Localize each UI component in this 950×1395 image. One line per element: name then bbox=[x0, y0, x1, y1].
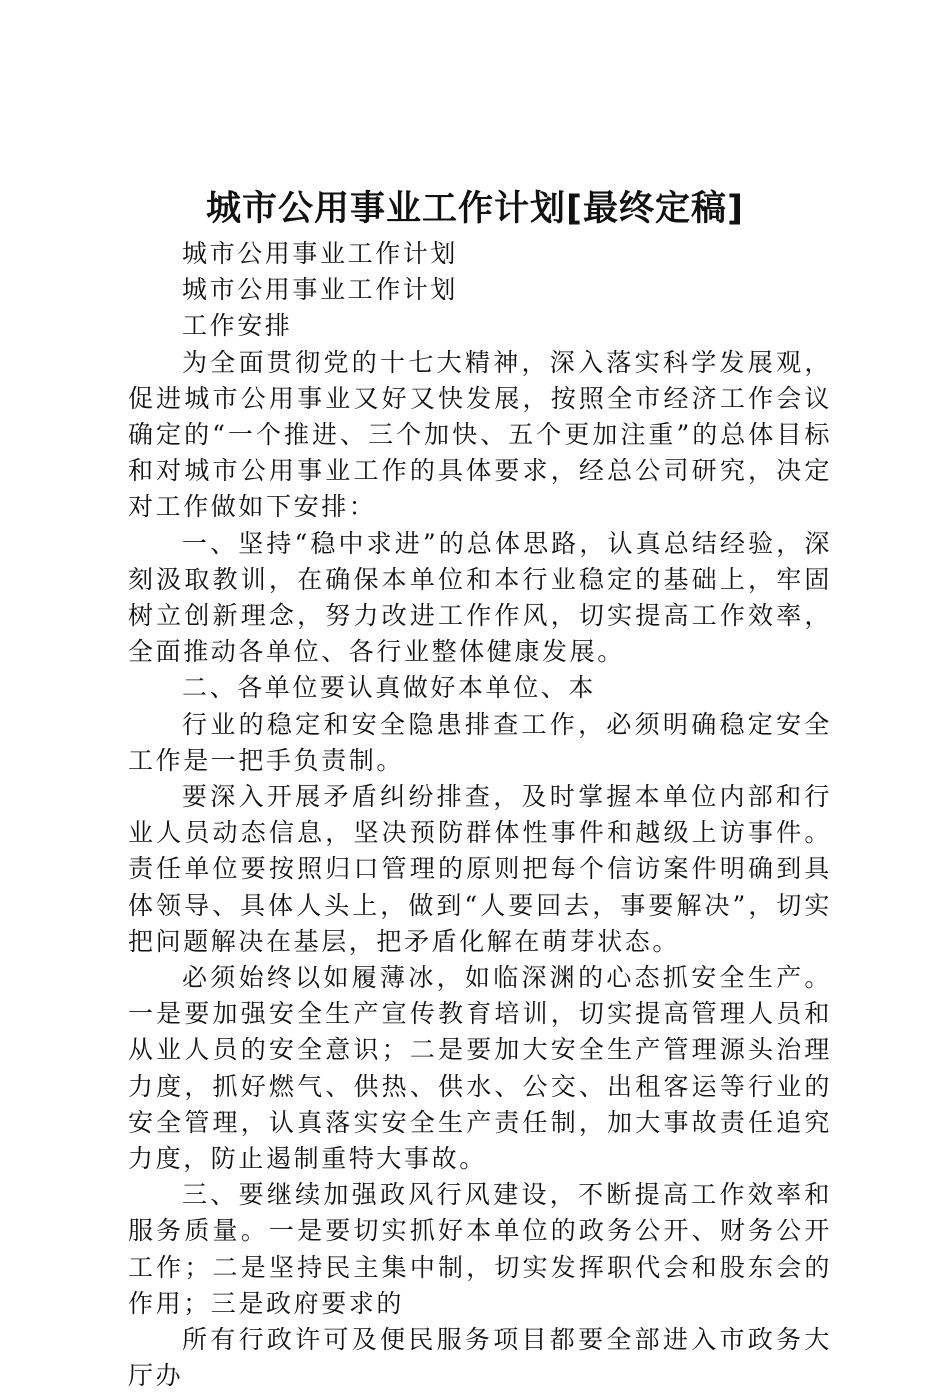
document-title: 城市公用事业工作计划[最终定稿] bbox=[206, 189, 744, 229]
paragraph-point-1: 一、坚持“稳中求进”的总体思路，认真总结经验，深刻汲取教训，在确保本单位和本行业稳定的基础上，牢固树立创新理念，努力改进工作作风，切实提高工作效率，全面推动各单位、各行业整体健康发展。 bbox=[128, 528, 832, 667]
paragraph-safety-production: 必须始终以如履薄冰，如临深渊的心态抓安全生产。一是要加强安全生产宣传教育培训，切实提高管理人员和从业人员的安全意识；二是要加大安全生产管理源头治理力度，抓好燃气、供热、供水、公交、出租客运等行业的安全管理，认真落实安全生产责任制，加大事故责任追究力度，防止遏制重特大事故。 bbox=[128, 963, 832, 1174]
paragraph-point-3: 三、要继续加强政风行风建设，不断提高工作效率和服务质量。一是要切实抓好本单位的政务公开、财务公开工作；二是坚持民主集中制，切实发挥职代会和股东会的作用；三是政府要求的 bbox=[128, 1180, 832, 1318]
paragraph-point-2-cont: 行业的稳定和安全隐患排查工作，必须明确稳定安全工作是一把手负责制。 bbox=[128, 709, 832, 775]
paragraph-admin-services: 所有行政许可及便民服务项目都要全部进入市政务大厅办 bbox=[128, 1325, 832, 1391]
paragraph-intro: 为全面贯彻党的十七大精神，深入落实科学发展观，促进城市公用事业又好又快发展，按照全市经济工作会议确定的“一个推进、三个加快、五个更加注重”的总体目标和对城市公用事业工作的具体要求，经总公司研究，决定对工作做如下安排： bbox=[128, 347, 832, 522]
paragraph-subtitle-1: 城市公用事业工作计划 bbox=[182, 239, 459, 268]
paragraph-conflict-resolution: 要深入开展矛盾纠纷排查，及时掌握本单位内部和行业人员动态信息，坚决预防群体性事件和越级上访事件。责任单位要按照归口管理的原则把每个信访案件明确到具体领导、具体人头上，做到“人要回去，事要解决”，切实把问题解决在基层，把矛盾化解在萌芽状态。 bbox=[128, 782, 832, 956]
paragraph-work-arrangement: 工作安排 bbox=[182, 311, 293, 341]
document-body bbox=[128, 236, 832, 1395]
paragraph-point-2: 二、各单位要认真做好本单位、本 bbox=[182, 673, 597, 703]
paragraph-subtitle-2: 城市公用事业工作计划 bbox=[182, 275, 459, 305]
